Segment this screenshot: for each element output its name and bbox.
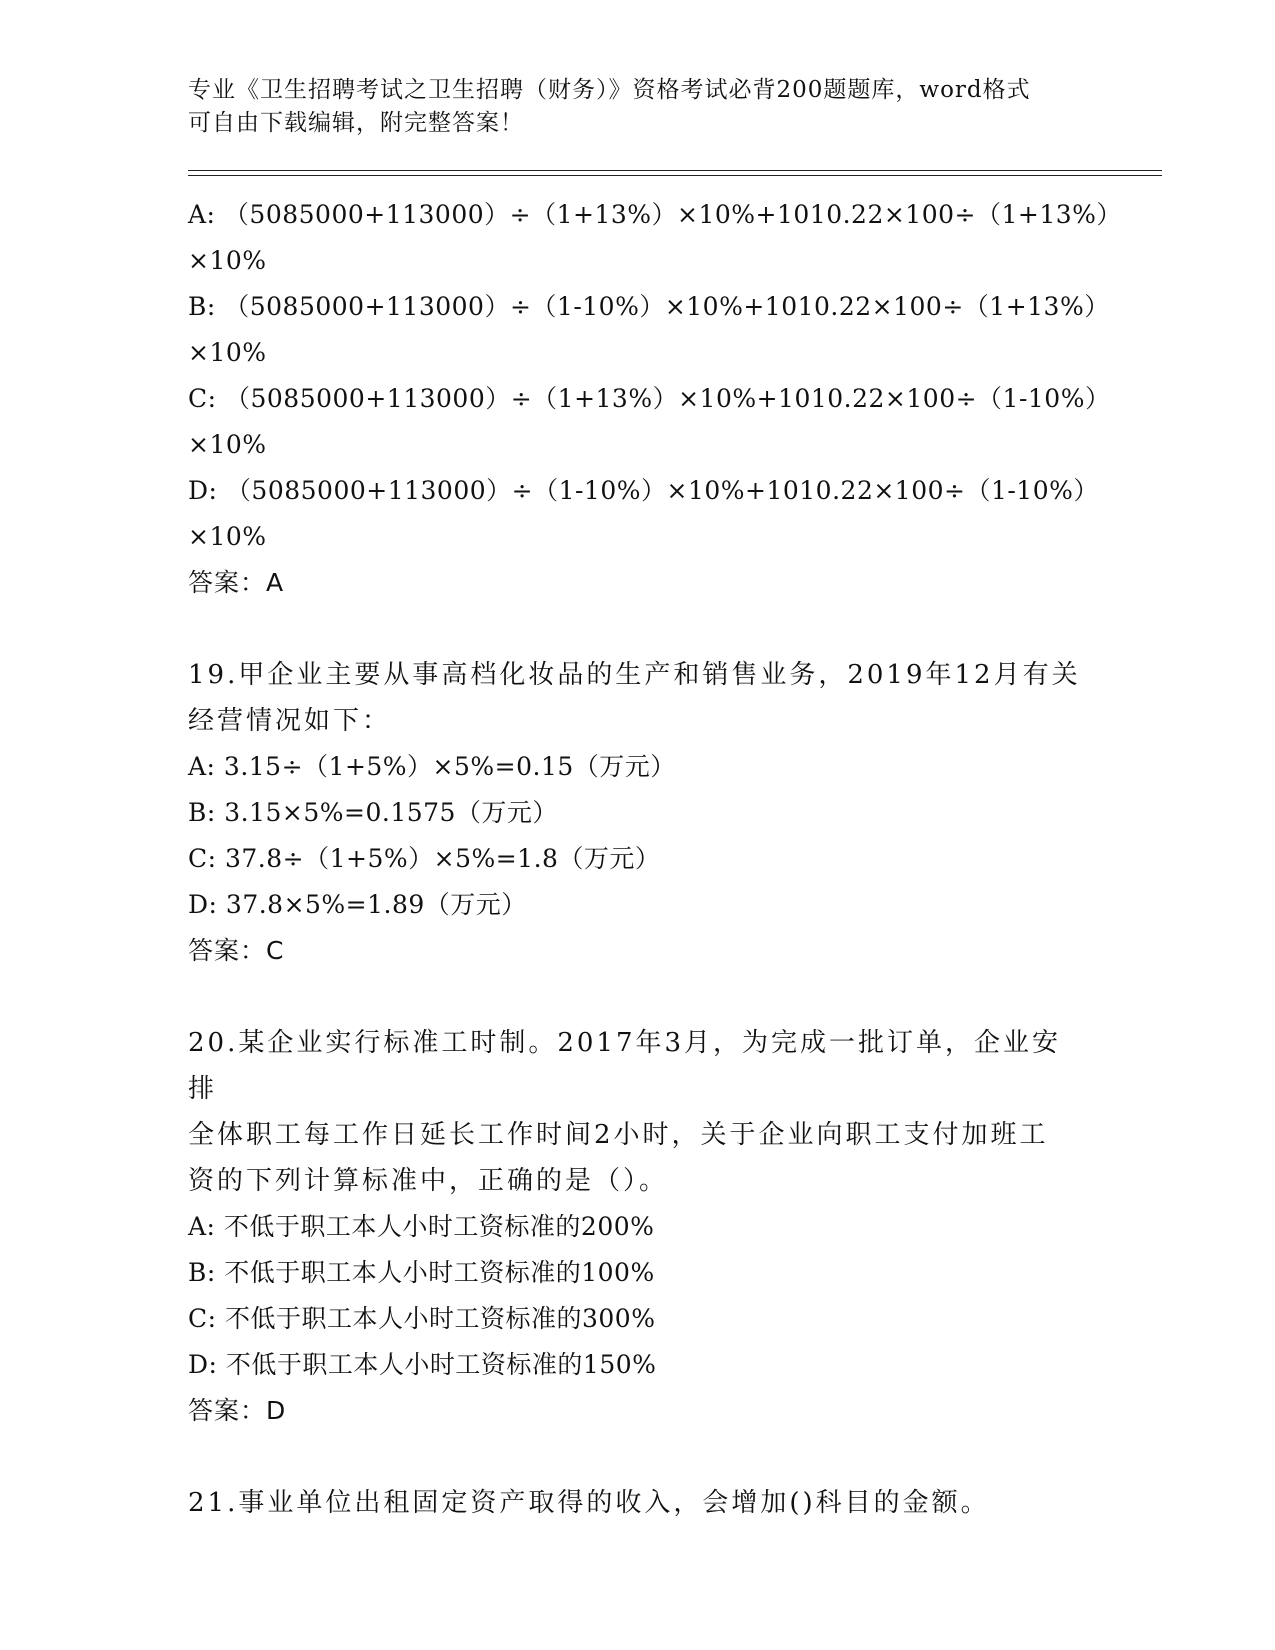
header-line-1: 专业《卫生招聘考试之卫生招聘（财务）》资格考试必背200题题库，word格式	[188, 77, 1031, 103]
document-header	[188, 74, 1088, 140]
option-c: C: 37.8÷（1+5%）×5%=1.8（万元）	[188, 844, 661, 873]
option-d: D: 不低于职工本人小时工资标准的150%	[188, 1350, 657, 1379]
question-text-line-2: 全体职工每工作日延长工作时间2小时，关于企业向职工支付加班工	[188, 1120, 1049, 1150]
option-b: B: 不低于职工本人小时工资标准的100%	[188, 1258, 655, 1287]
question-text-line-3: 资的下列计算标准中，正确的是（）。	[188, 1166, 669, 1196]
spacer	[188, 974, 1088, 1020]
answer: 答案：A	[188, 568, 285, 597]
question-20	[188, 1020, 1088, 1434]
option-c: C: 不低于职工本人小时工资标准的300%	[188, 1304, 656, 1333]
header-rule-top	[188, 170, 1162, 171]
question-text-line-1: 20.某企业实行标准工时制。2017年3月，为完成一批订单，企业安排	[188, 1028, 1062, 1104]
option-b-line-1: B: （5085000+113000）÷（1-10%）×10%+1010.22×100÷（1+13%）	[188, 292, 1110, 321]
option-d-line-2: ×10%	[188, 522, 267, 551]
option-a-line-2: ×10%	[188, 246, 267, 275]
question-list	[188, 192, 1122, 1526]
question-text-line-2: 经营情况如下：	[188, 706, 392, 736]
option-a: A: 不低于职工本人小时工资标准的200%	[188, 1212, 655, 1241]
option-a-line-1: A: （5085000+113000）÷（1+13%）×10%+1010.22×100÷（1+13%）	[188, 200, 1122, 229]
spacer	[188, 606, 1088, 652]
option-d-line-1: D: （5085000+113000）÷（1-10%）×10%+1010.22×100÷（1-10%）	[188, 476, 1099, 505]
header-rule-bottom	[188, 175, 1162, 176]
option-d: D: 37.8×5%=1.89（万元）	[188, 890, 527, 919]
question-text-line-1: 21.事业单位出租固定资产取得的收入，会增加()科目的金额。	[188, 1488, 990, 1518]
question-21	[188, 1480, 1088, 1526]
answer: 答案：C	[188, 936, 285, 965]
option-c-line-2: ×10%	[188, 430, 267, 459]
option-c-line-1: C: （5085000+113000）÷（1+13%）×10%+1010.22×100÷（1-10%）	[188, 384, 1111, 413]
spacer	[188, 1434, 1088, 1480]
answer: 答案：D	[188, 1396, 287, 1425]
question-text-line-1: 19.甲企业主要从事高档化妆品的生产和销售业务，2019年12月有关	[188, 660, 1081, 690]
option-a: A: 3.15÷（1+5%）×5%=0.15（万元）	[188, 752, 676, 781]
header-line-2: 可自由下载编辑，附完整答案！	[188, 110, 524, 136]
question-19	[188, 652, 1088, 974]
option-b-line-2: ×10%	[188, 338, 267, 367]
question-18	[188, 192, 1122, 606]
option-b: B: 3.15×5%=0.1575（万元）	[188, 798, 558, 827]
